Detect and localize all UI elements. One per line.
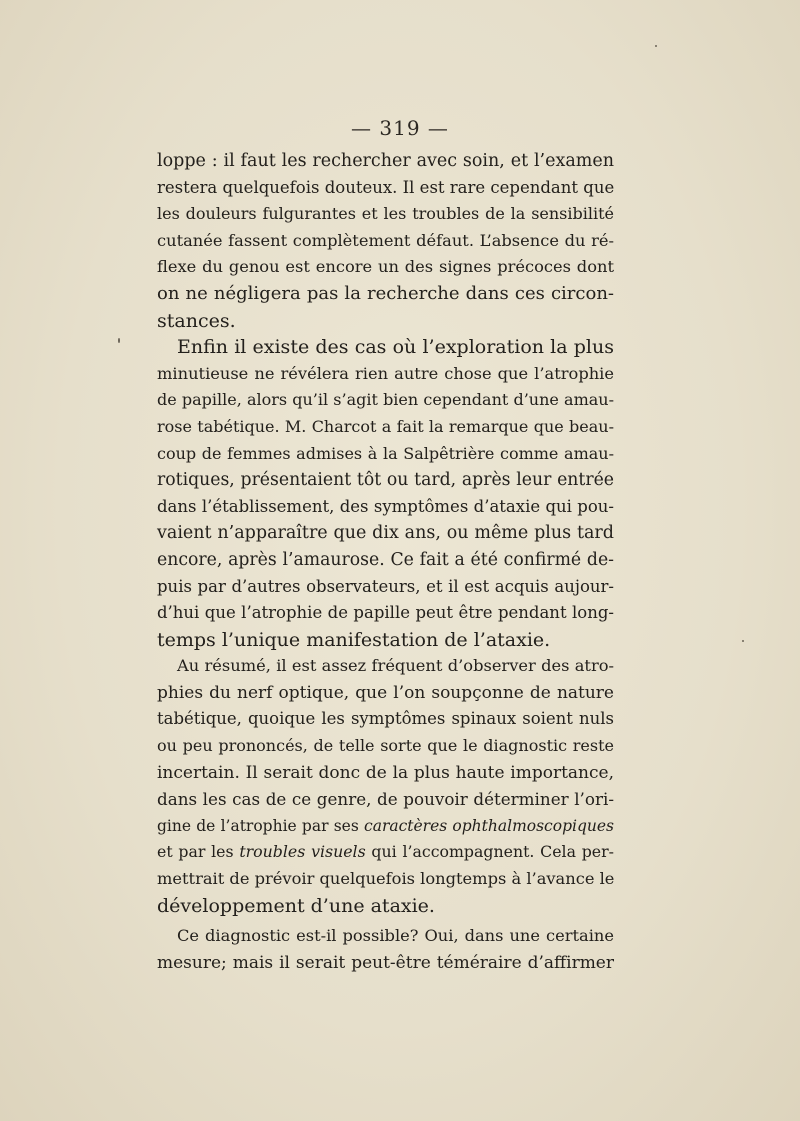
text-line: vaient n’apparaître que dix ans, ou même plus tard xyxy=(157,523,614,544)
text-span: et par les xyxy=(157,842,240,862)
text-line: développement d’une ataxie. xyxy=(157,894,435,917)
text-line: dans les cas de ce genre, de pouvoir déterminer l’ori- xyxy=(157,789,614,810)
text-line: stances. xyxy=(157,309,236,332)
text-line: les douleurs fulgurantes et les troubles de la sensibilité xyxy=(157,204,614,224)
text-line: flexe du genou est encore un des signes précoces dont xyxy=(157,257,614,277)
text-line: incertain. Il serait donc de la plus haute importance, xyxy=(157,762,614,783)
text-line: cutanée fassent complètement défaut. L’absence du ré- xyxy=(157,230,614,250)
text-line: on ne négligera pas la recherche dans ces circon- xyxy=(157,282,614,304)
paragraph-3 xyxy=(157,653,614,919)
italic-phrase: troubles visuels xyxy=(239,842,366,862)
page-number: — 319 — xyxy=(351,116,449,140)
italic-phrase: caractères ophthalmoscopiques xyxy=(364,816,614,835)
text-span: qui l’accompagnent. Cela per- xyxy=(365,842,614,862)
text-line: de papille, alors qu’il s’agit bien cependant d’une amau- xyxy=(157,390,614,410)
text-line: encore, après l’amaurose. Ce fait a été confirmé de- xyxy=(157,549,614,570)
text-line: mesure; mais il serait peut-être téméraire d’affirmer xyxy=(157,952,614,973)
text-line: minutieuse ne révélera rien autre chose que l’atrophie xyxy=(157,363,614,383)
text-line: ou peu prononcés, de telle sorte que le diagnostic reste xyxy=(157,736,614,756)
text-line: rose tabétique. M. Charcot a fait la remarque que beau- xyxy=(157,416,614,436)
paper-speck xyxy=(742,640,744,642)
text-line: Enfin il existe des cas où l’exploration la plus xyxy=(177,336,614,359)
text-line-italic-ophthalmoscopic xyxy=(157,813,614,840)
paper-speck xyxy=(118,338,120,343)
text-line: dans l’établissement, des symptômes d’ataxie qui pou- xyxy=(157,496,614,516)
text-line: temps l’unique manifestation de l’ataxie. xyxy=(157,628,551,651)
text-line: tabétique, quoique les symptômes spinaux soient nuls xyxy=(157,709,614,729)
text-line: coup de femmes admises à la Salpêtrière comme amau- xyxy=(157,443,614,463)
text-span: gine de l’atrophie par ses xyxy=(157,816,365,835)
paper-speck xyxy=(655,45,657,47)
text-line-italic-visual xyxy=(157,839,614,866)
text-line: mettrait de prévoir quelquefois longtemps à l’avance le xyxy=(157,869,615,889)
text-line: rotiques, présentaient tôt ou tard, après leur entrée xyxy=(157,470,614,491)
paragraph-4 xyxy=(157,923,614,976)
text-line: Au résumé, il est assez fréquent d’observer des atro- xyxy=(177,656,614,676)
text-line: phies du nerf optique, que l’on soupçonne de nature xyxy=(157,682,614,703)
text-line: d’hui que l’atrophie de papille peut être pendant long- xyxy=(157,603,614,623)
text-line: loppe : il faut les rechercher avec soin, et l’examen xyxy=(157,151,614,171)
text-line: puis par d’autres observateurs, et il est acquis aujour- xyxy=(157,576,614,596)
text-line: Ce diagnostic est-il possible? Oui, dans une certaine xyxy=(177,926,614,946)
body-text xyxy=(157,148,614,976)
paragraph-1 xyxy=(157,148,614,334)
paragraph-2 xyxy=(157,334,614,653)
text-line: restera quelquefois douteux. Il est rare cependant que xyxy=(157,177,615,197)
